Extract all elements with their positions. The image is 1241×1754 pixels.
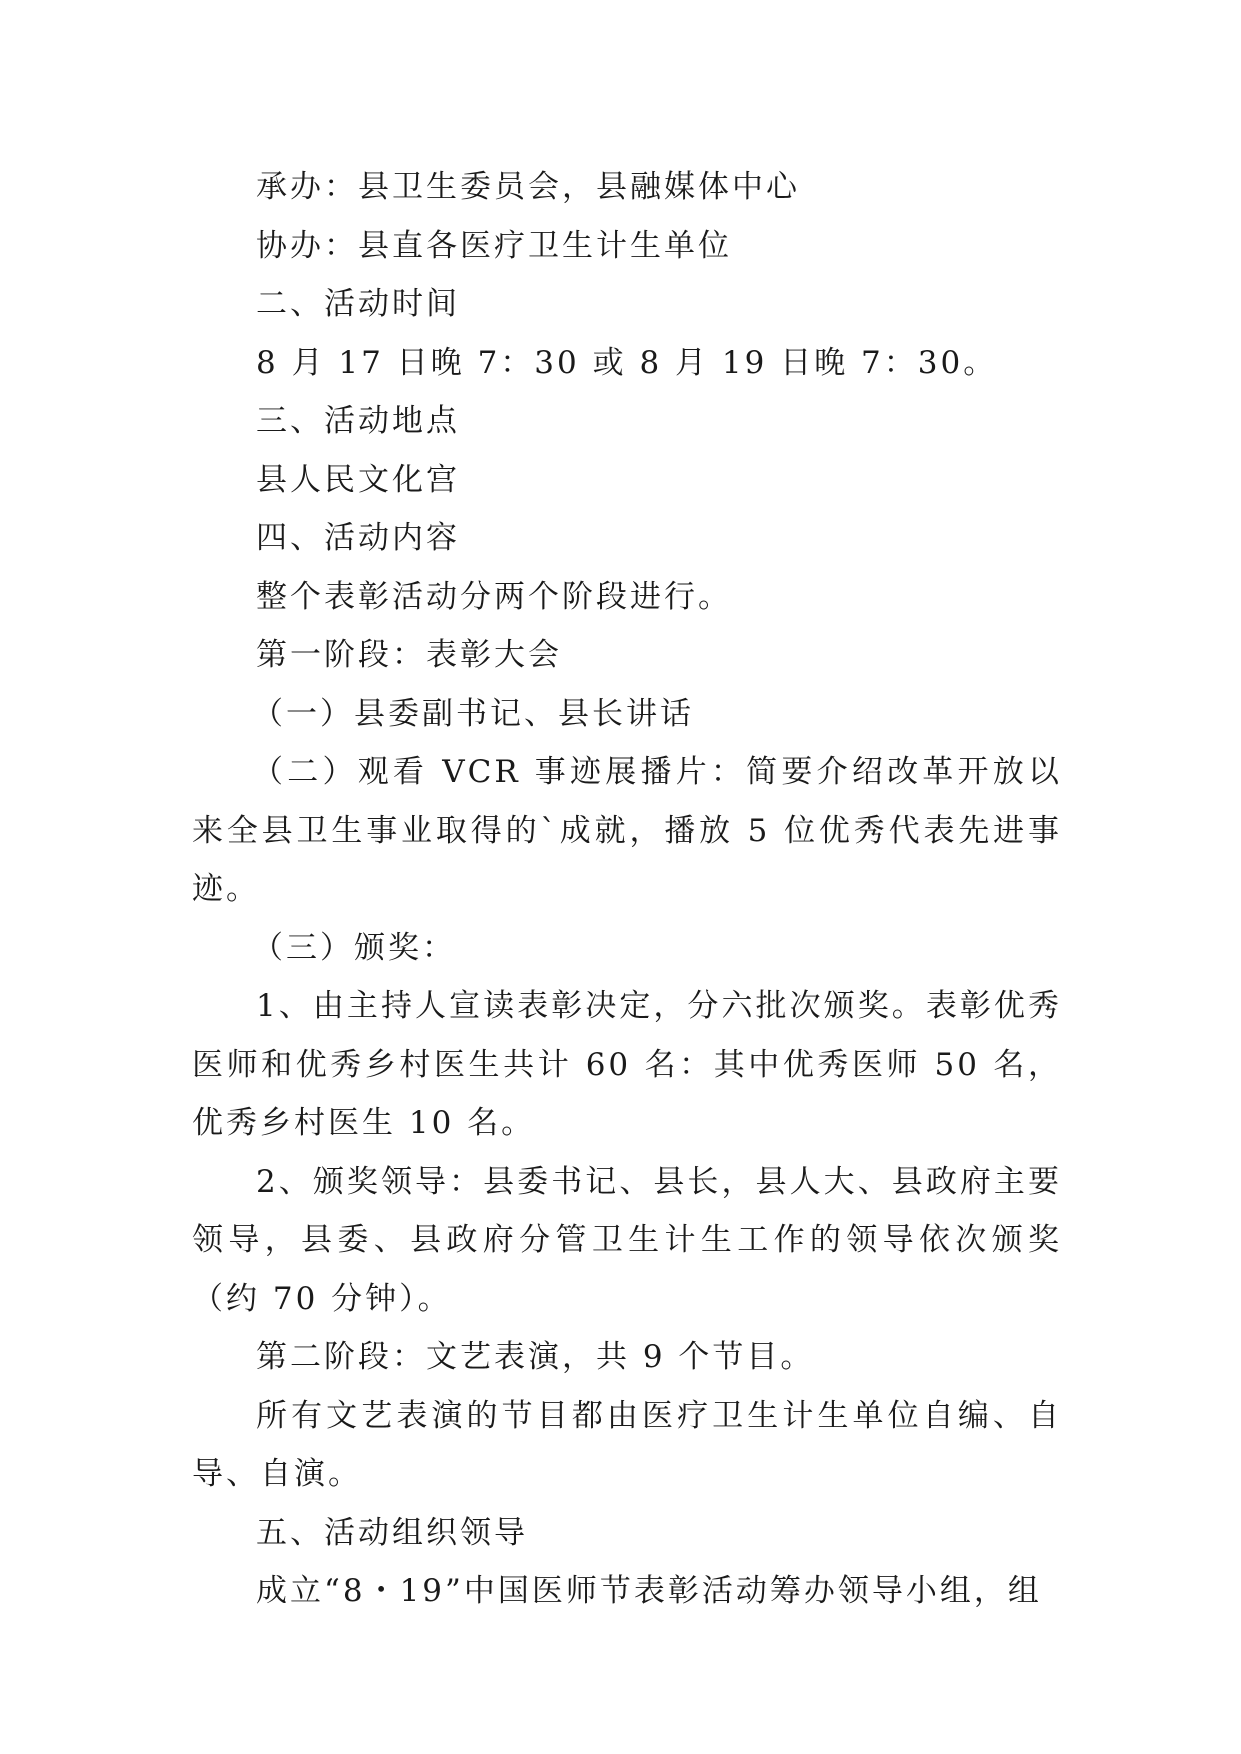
paragraph-item-two: （二）观看 VCR 事迹展播片：简要介绍改革开放以来全县卫生事业取得的`成就，播放 5 位优秀代表先进事迹。	[192, 754, 1062, 907]
paragraph-performances: 所有文艺表演的节目都由医疗卫生计生单位自编、自导、自演。	[192, 1397, 1062, 1492]
paragraph-organizer: 承办：县卫生委员会，县融媒体中心	[256, 169, 800, 205]
paragraph-item-three: （三）颁奖：	[252, 929, 456, 966]
paragraph-organization: 成立“8・19”中国医师节表彰活动筹办领导小组，组	[256, 1573, 1042, 1609]
section-heading-organization: 五、活动组织领导	[256, 1514, 528, 1551]
paragraph-award-leaders: 2、颁奖领导：县委书记、县长，县人大、县政府主要领导，县委、县政府分管卫生计生工作的领导依次颁奖（约 70 分钟）。	[192, 1163, 1062, 1317]
paragraph-phase-one: 第一阶段：表彰大会	[256, 637, 562, 673]
paragraph-co-organizer: 协办：县直各医疗卫生计生单位	[256, 227, 732, 264]
paragraph-award-announcement: 1、由主持人宣读表彰决定，分六批次颁奖。表彰优秀医师和优秀乡村医生共计 60 名：其中优秀医师 50 名，优秀乡村医生 10 名。	[192, 988, 1062, 1141]
document-body	[192, 158, 1062, 1621]
section-heading-location: 三、活动地点	[256, 403, 460, 439]
paragraph-location: 县人民文化宫	[256, 461, 460, 498]
paragraph-item-one: （一）县委副书记、县长讲话	[252, 695, 694, 732]
section-heading-time: 二、活动时间	[256, 286, 460, 322]
paragraph-phase-two: 第二阶段：文艺表演，共 9 个节目。	[256, 1339, 815, 1375]
paragraph-overview: 整个表彰活动分两个阶段进行。	[256, 578, 732, 615]
section-heading-content: 四、活动内容	[256, 520, 460, 556]
paragraph-time: 8 月 17 日晚 7：30 或 8 月 19 日晚 7：30。	[256, 344, 998, 381]
